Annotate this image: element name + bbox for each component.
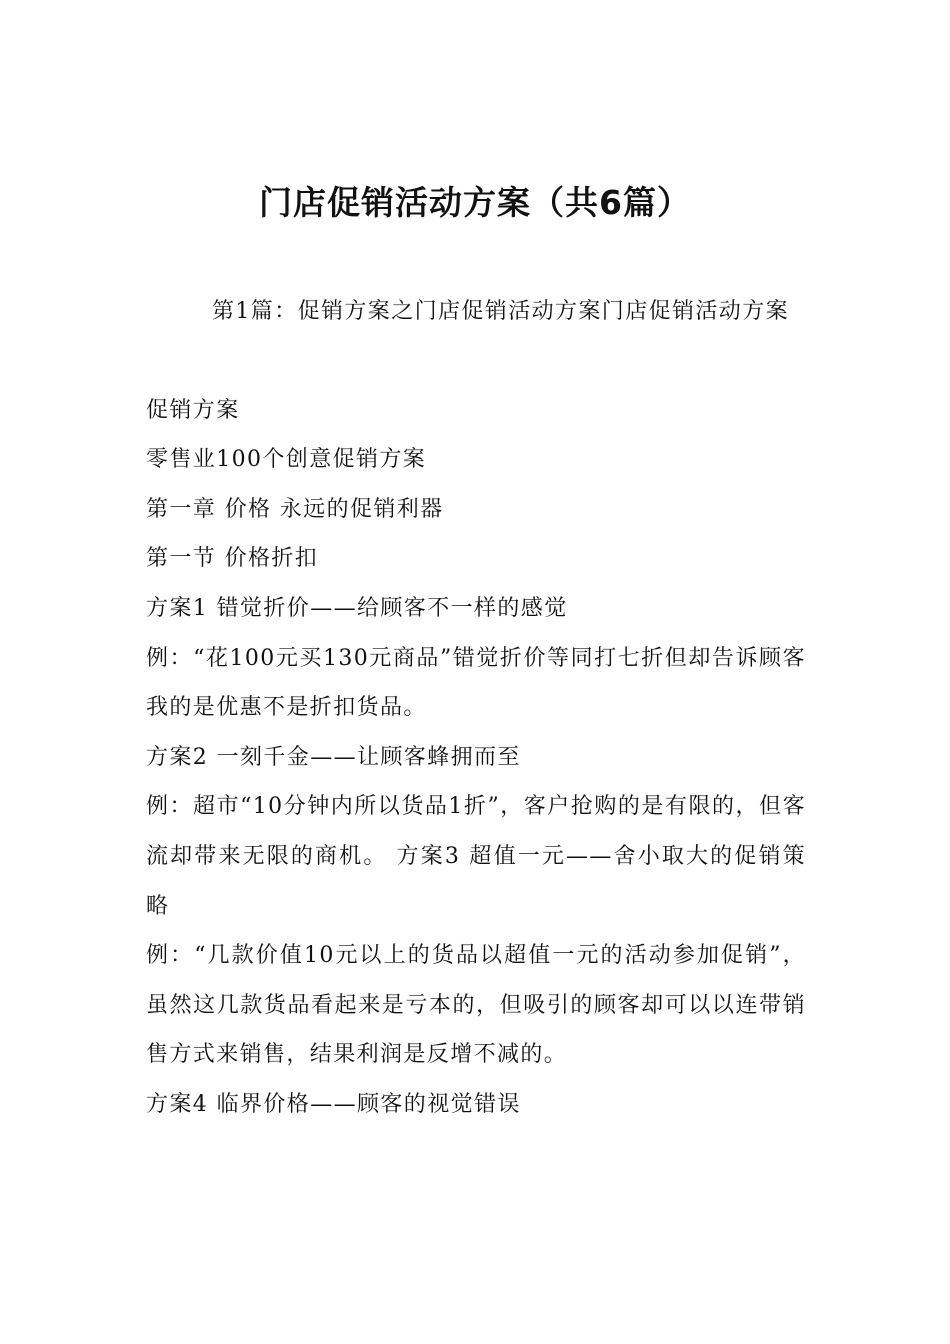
- paragraph-plan-2: 方案2 一刻千金——让顾客蜂拥而至: [146, 744, 521, 770]
- intro-paragraph: 第1篇：促销方案之门店促销活动方案门店促销活动方案: [212, 299, 789, 324]
- paragraph-plan-1: 方案1 错觉折价——给顾客不一样的感觉: [146, 595, 568, 621]
- paragraph-retail-100: 零售业100个创意促销方案: [146, 447, 427, 473]
- document-title: 门店促销活动方案（共6篇）: [259, 183, 691, 223]
- paragraph-plan-4: 方案4 临界价格——顾客的视觉错误: [146, 1091, 521, 1117]
- paragraph-example-2: 例：超市“10分钟内所以货品1折”，客户抢购的是有限的，但客流却带来无限的商机。 方案3 超值一元——舍小取大的促销策略: [146, 794, 806, 919]
- paragraph-promo-plan: 促销方案: [146, 397, 240, 423]
- document-body: [146, 287, 806, 1130]
- paragraph-example-3: 例：“几款价值10元以上的货品以超值一元的活动参加促销”，虽然这几款货品看起来是亏本的，但吸引的顾客却可以以连带销售方式来销售，结果利润是反增不减的。: [146, 943, 806, 1068]
- paragraph-chapter-1: 第一章 价格 永远的促销利器: [146, 496, 444, 522]
- paragraph-example-1: 例：“花100元买130元商品”错觉折价等同打七折但却告诉顾客我的是优惠不是折扣货品。: [146, 645, 806, 721]
- paragraph-section-1: 第一节 价格折扣: [146, 546, 319, 572]
